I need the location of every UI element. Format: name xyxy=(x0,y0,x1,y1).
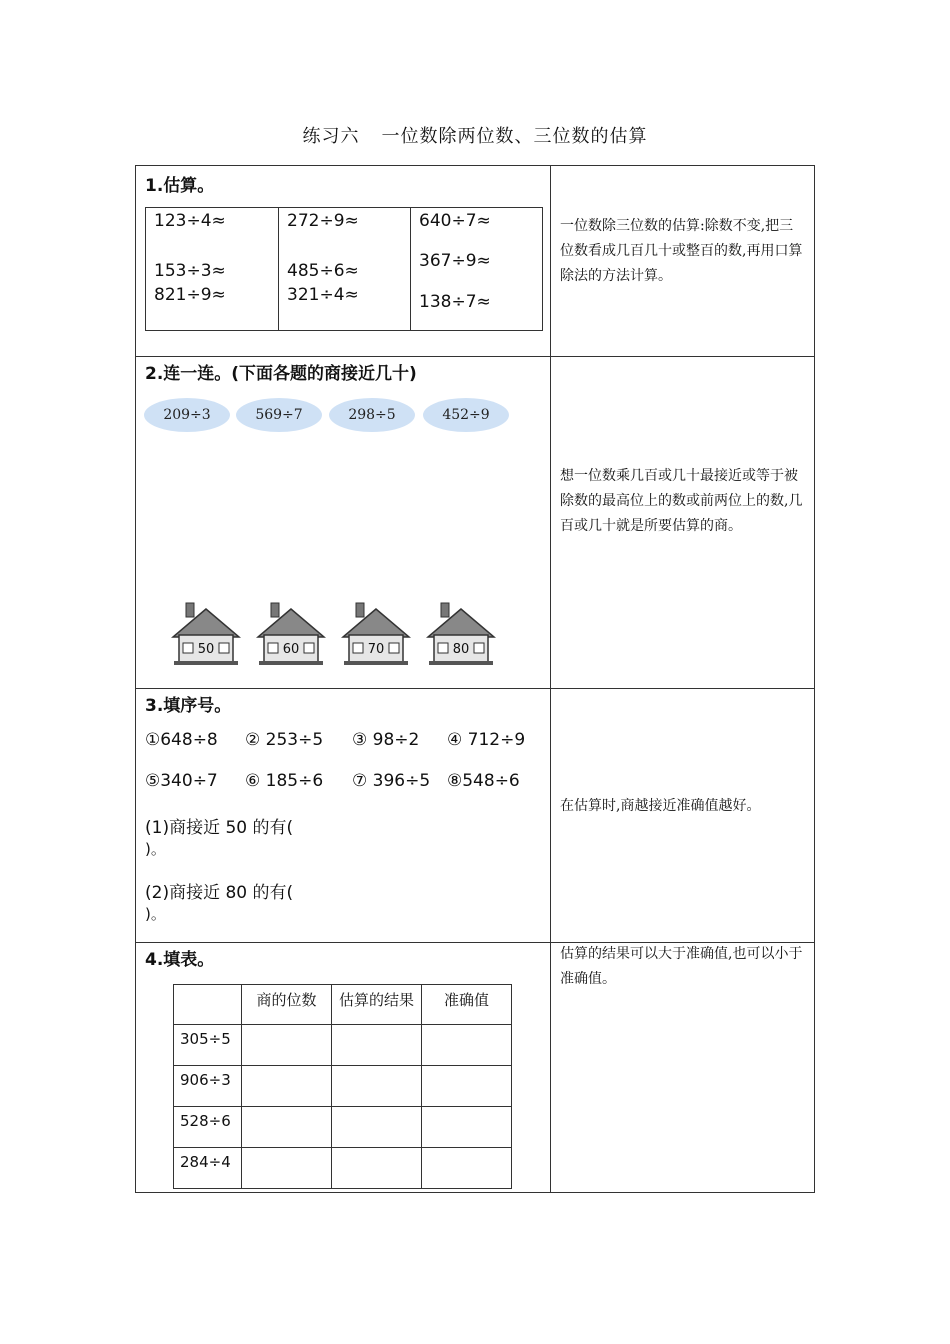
answer-cell[interactable] xyxy=(242,1066,332,1107)
column-header: 商的位数 xyxy=(242,985,332,1025)
q1-item: 153÷3≈ xyxy=(154,261,226,281)
q1-estimate-grid xyxy=(145,207,543,331)
q3-option: ⑦ 396÷5 xyxy=(352,771,431,791)
answer-cell[interactable] xyxy=(422,1107,512,1148)
q3-heading: 3.填序号。 xyxy=(145,696,232,716)
q1-item: 138÷7≈ xyxy=(419,292,491,312)
q1-item: 640÷7≈ xyxy=(419,211,491,231)
row-divider-1 xyxy=(136,356,814,357)
house-number: 70 xyxy=(367,642,385,657)
q3-sub2-end: )。 xyxy=(145,905,166,923)
grid-col-sep-2 xyxy=(410,208,411,330)
q1-item: 821÷9≈ xyxy=(154,285,226,305)
q4-fill-table xyxy=(173,984,512,1189)
house-number: 80 xyxy=(452,642,470,657)
column-header: 准确值 xyxy=(422,985,512,1025)
q3-option: ①648÷8 xyxy=(145,730,218,750)
q3-option: ④ 712÷9 xyxy=(447,730,526,750)
answer-cell[interactable] xyxy=(332,1107,422,1148)
q3-sub2-prompt: (2)商接近 80 的有( xyxy=(145,883,294,903)
q2-note: 想一位数乘几百或几十最接近或等于被除数的最高位上的数或前两位上的数,几百或几十就是所要估算的商。 xyxy=(560,468,803,534)
q3-option: ② 253÷5 xyxy=(245,730,324,750)
q1-item: 485÷6≈ xyxy=(287,261,359,281)
row-label: 528÷6 xyxy=(174,1107,242,1148)
answer-cell[interactable] xyxy=(332,1148,422,1189)
q3-option: ⑥ 185÷6 xyxy=(245,771,324,791)
corner-cell xyxy=(174,985,242,1025)
house-icon[interactable] xyxy=(256,601,326,667)
q1-item: 321÷4≈ xyxy=(287,285,359,305)
answer-cell[interactable] xyxy=(332,1066,422,1107)
house-number: 50 xyxy=(197,642,215,657)
expression-bubble[interactable]: 209÷3 xyxy=(144,398,230,432)
q1-item: 123÷4≈ xyxy=(154,211,226,231)
title-right: 一位数除两位数、三位数的估算 xyxy=(381,126,648,147)
q1-note: 一位数除三位数的估算:除数不变,把三位数看成几百几十或整百的数,再用口算除法的方法计算。 xyxy=(560,218,803,284)
column-header: 估算的结果 xyxy=(332,985,422,1025)
answer-cell[interactable] xyxy=(242,1107,332,1148)
answer-cell[interactable] xyxy=(332,1025,422,1066)
q2-heading: 2.连一连。(下面各题的商接近几十) xyxy=(145,364,417,384)
title-left: 练习六 xyxy=(302,126,360,147)
expression-bubble[interactable]: 298÷5 xyxy=(329,398,415,432)
answer-cell[interactable] xyxy=(422,1148,512,1189)
answer-cell[interactable] xyxy=(242,1025,332,1066)
q1-item: 272÷9≈ xyxy=(287,211,359,231)
q3-sub1-end: )。 xyxy=(145,840,166,858)
answer-cell[interactable] xyxy=(422,1066,512,1107)
q1-heading: 1.估算。 xyxy=(145,176,215,196)
q3-option: ⑧548÷6 xyxy=(447,771,520,791)
q4-heading: 4.填表。 xyxy=(145,950,215,970)
grid-col-sep-1 xyxy=(278,208,279,330)
q3-option: ⑤340÷7 xyxy=(145,771,218,791)
expression-bubble[interactable]: 569÷7 xyxy=(236,398,322,432)
answer-cell[interactable] xyxy=(242,1148,332,1189)
page-title xyxy=(0,122,950,148)
house-icon[interactable] xyxy=(341,601,411,667)
row-label: 906÷3 xyxy=(174,1066,242,1107)
row-label: 284÷4 xyxy=(174,1148,242,1189)
answer-cell[interactable] xyxy=(422,1025,512,1066)
q3-option: ③ 98÷2 xyxy=(352,730,420,750)
column-divider xyxy=(550,166,551,1192)
q3-sub1-prompt: (1)商接近 50 的有( xyxy=(145,818,294,838)
row-divider-2 xyxy=(136,688,814,689)
row-label: 305÷5 xyxy=(174,1025,242,1066)
q1-item: 367÷9≈ xyxy=(419,251,491,271)
house-icon[interactable] xyxy=(171,601,241,667)
q4-note: 估算的结果可以大于准确值,也可以小于准确值。 xyxy=(560,946,803,987)
expression-bubble[interactable]: 452÷9 xyxy=(423,398,509,432)
house-icon[interactable] xyxy=(426,601,496,667)
house-number: 60 xyxy=(282,642,300,657)
q3-note: 在估算时,商越接近准确值越好。 xyxy=(560,798,761,814)
exercise-table xyxy=(135,165,815,1193)
